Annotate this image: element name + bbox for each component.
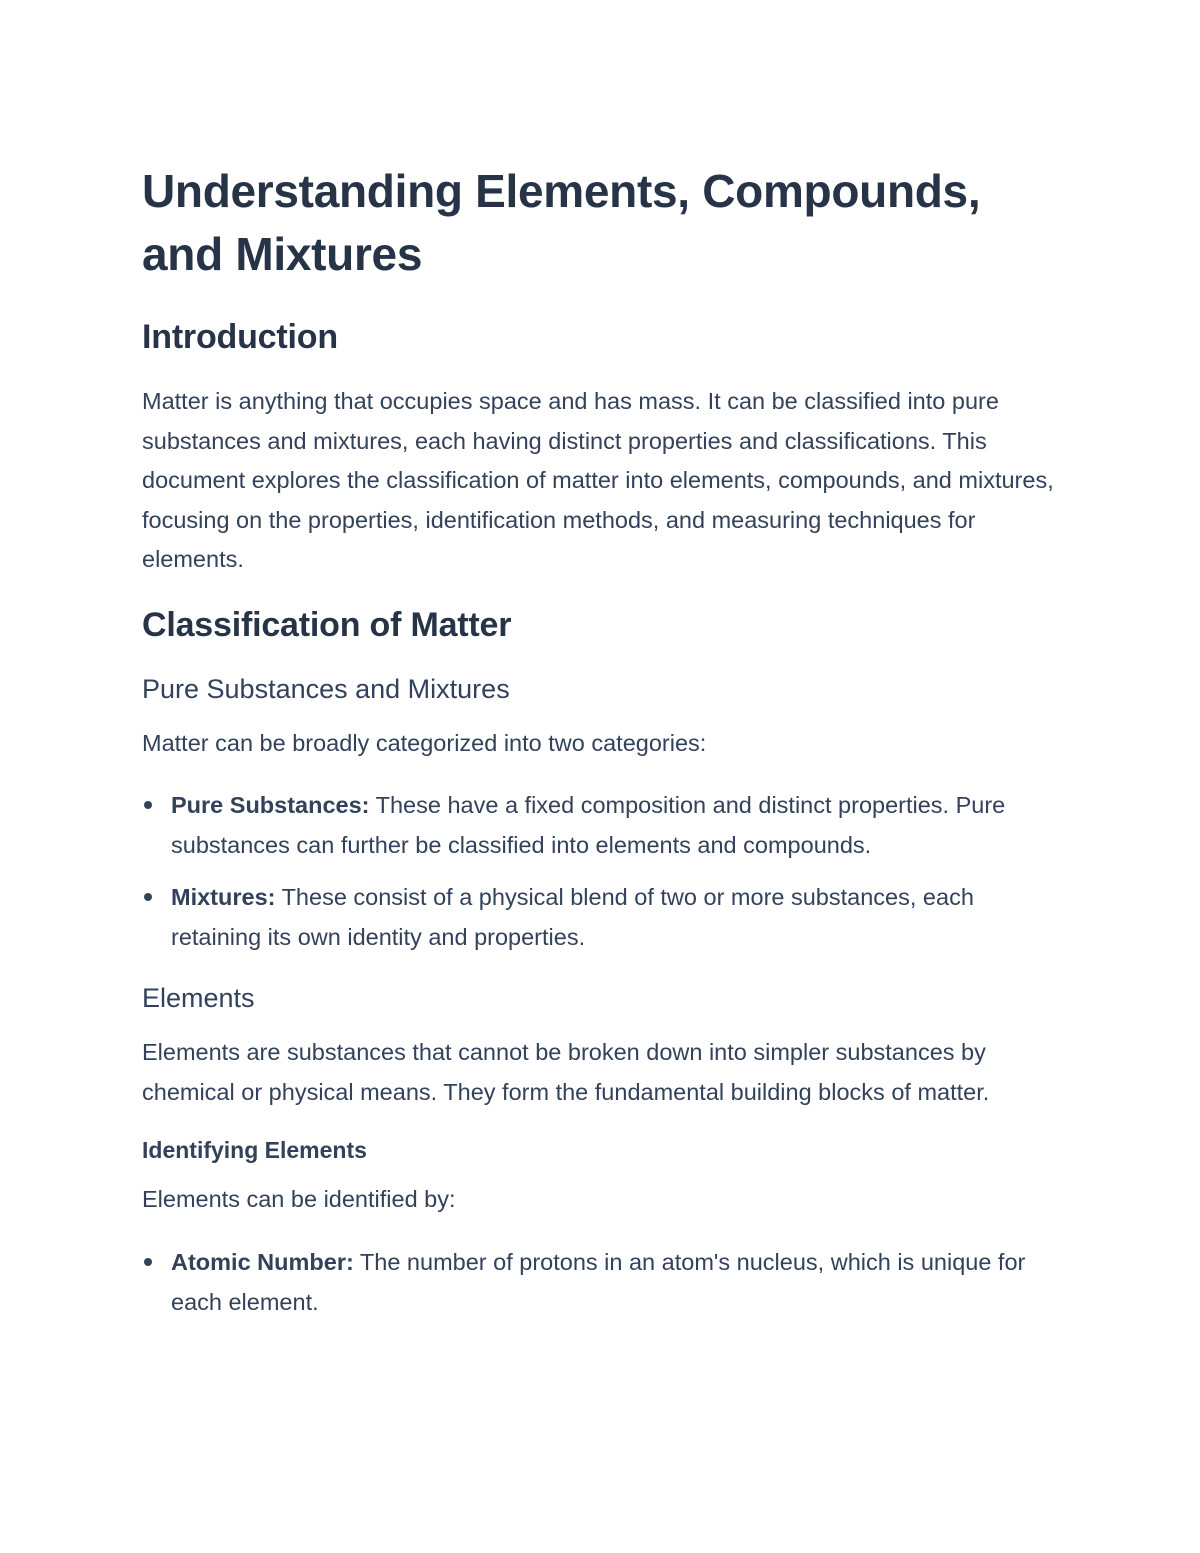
section-heading-classification: Classification of Matter <box>142 605 512 644</box>
term-pure-substances: Pure Substances: <box>171 792 370 818</box>
bullet-icon <box>144 801 152 809</box>
document-page <box>142 160 1062 1344</box>
subheading-identifying-elements: Identifying Elements <box>142 1137 367 1163</box>
elements-paragraph: Elements are substances that cannot be broken down into simpler substances by chemical or physical means. They form the fundamental building blocks of matter. <box>142 1039 990 1105</box>
identifying-intro: Elements can be identified by: <box>142 1186 456 1212</box>
pure-mixtures-list <box>142 785 1062 957</box>
list-item-mixtures <box>142 877 1062 957</box>
term-atomic-number: Atomic Number: <box>171 1248 354 1275</box>
subheading-elements: Elements <box>142 983 255 1013</box>
document-title: Understanding Elements, Compounds, and Mixtures <box>142 165 981 280</box>
bullet-icon <box>144 893 152 901</box>
pure-mixtures-intro: Matter can be broadly categorized into two categories: <box>142 729 707 756</box>
section-heading-introduction: Introduction <box>142 318 338 356</box>
definition-mixtures: These consist of a physical blend of two or more substances, each retaining its own identity and properties. <box>171 884 974 950</box>
bullet-icon <box>144 1258 152 1266</box>
list-item-atomic-number <box>142 1242 1062 1322</box>
term-mixtures: Mixtures: <box>171 884 276 910</box>
definition-atomic-number: The number of protons in an atom's nucleus, which is unique for each element. <box>171 1248 1026 1315</box>
list-item-pure-substances <box>142 785 1062 865</box>
subheading-pure-substances-and-mixtures: Pure Substances and Mixtures <box>142 673 510 704</box>
introduction-paragraph: Matter is anything that occupies space and has mass. It can be classified into pure substances and mixtures, each having distinct properties and classifications. This document explores the classification of matter into elements, compounds, and mixtures, focusing on the properties, identification methods, and measuring techniques for elements. <box>142 388 1054 572</box>
identifying-list <box>142 1242 1062 1322</box>
definition-pure-substances: These have a fixed composition and distinct properties. Pure substances can further be classified into elements and compounds. <box>171 792 1006 858</box>
